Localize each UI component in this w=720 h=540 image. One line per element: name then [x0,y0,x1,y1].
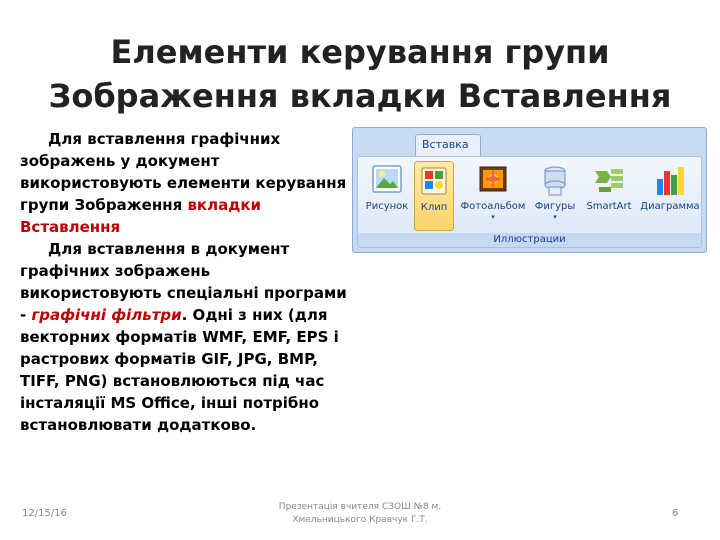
clipart-icon [418,164,450,198]
shapes-icon [539,163,571,197]
picture-label: Рисунок [365,201,409,212]
smartart-icon [593,163,625,197]
paragraph-2-highlight: графічні фільтри [31,306,182,324]
chart-icon [654,163,686,197]
ribbon-tab-bar [353,128,706,156]
page-number: 6 [672,508,679,519]
smartart-button[interactable] [584,161,634,231]
paragraph-2 [20,238,350,436]
picture-icon [371,163,403,197]
illustrations-group [357,156,702,248]
clipart-button[interactable] [414,161,454,231]
footer-author-line-1: Презентація вчителя СЗОШ №8 м. [278,502,442,512]
chart-button[interactable] [640,161,700,231]
ribbon-screenshot [352,127,707,253]
smartart-label: SmartArt [586,201,632,212]
title-line-1: Елементи керування групи [110,33,610,71]
photo-album-icon [477,163,509,197]
slide-title [20,30,700,118]
clipart-label: Клип [420,202,448,213]
paragraph-2-text: Для вставлення в документ графічних зображень використовують спеціальні програми - [20,240,347,324]
chart-label: Диаграмма [640,201,700,212]
paragraph-1-text: Для вставлення графічних зображень у документ використовують елементи керування групи Зображення [20,130,347,214]
group-label: Иллюстрации [358,233,701,247]
photo-album-dropdown-icon: ▾ [491,213,495,221]
paragraph-2-rest: . Одні з них (для векторних форматів WMF, EMF, EPS і растрових форматів GIF, JPG, BMP, TIFF, PNG) встановлюються під час інсталяції MS Office, інші потрібно встановлювати додатково. [20,306,339,434]
tab-insert[interactable]: Вставка [415,134,481,156]
picture-button[interactable] [364,161,410,231]
title-line-2: Зображення вкладки Вставлення [48,77,672,115]
footer-date: 12/15/16 [22,508,67,519]
photo-album-label: Фотоальбом [460,201,526,212]
paragraph-1-highlight: вкладки Вставлення [20,196,262,236]
shapes-label: Фигуры [534,201,576,212]
shapes-button[interactable] [530,161,580,231]
paragraph-1 [20,128,350,238]
footer-author-line-2: Хмельницького Кравчук Г.Т. [292,515,428,525]
footer-author [260,501,460,527]
slide-body [20,128,350,436]
shapes-dropdown-icon: ▾ [553,213,557,221]
photo-album-button[interactable] [458,161,528,231]
